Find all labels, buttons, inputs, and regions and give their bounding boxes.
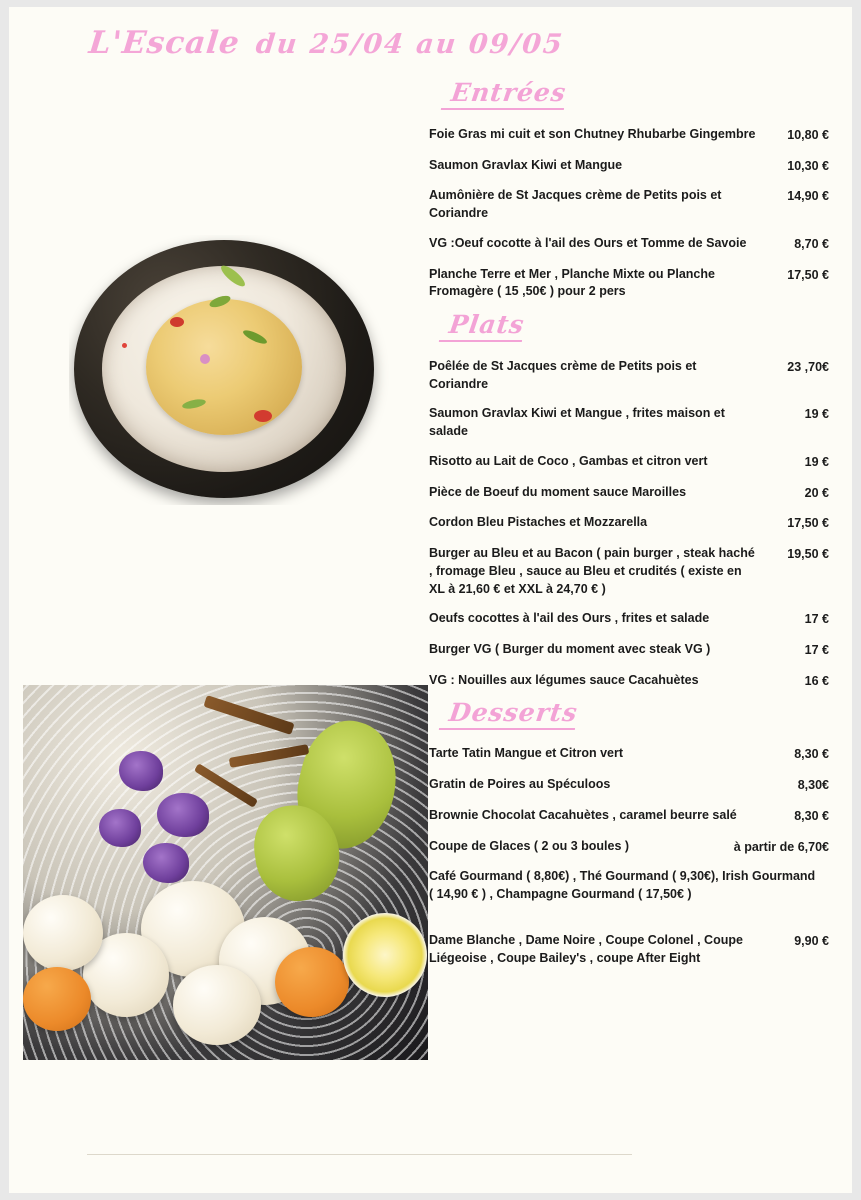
item-price: 19 € — [804, 454, 829, 469]
item-price: 8,30 € — [794, 747, 829, 762]
menu-item — [429, 635, 829, 666]
item-name: Burger au Bleu et au Bacon ( pain burger , steak haché , fromage Bleu , sauce au Bleu et crudités ( existe en XL à 21,60 € et XXL à 24,70 € ) — [429, 546, 755, 596]
section-title-plats: Plats — [439, 311, 526, 342]
menu-item — [429, 352, 829, 400]
item-price: 17,50 € — [787, 516, 829, 531]
restaurant-name: L'Escale — [87, 25, 242, 61]
photo-scallops — [23, 685, 428, 1060]
menu-header — [89, 25, 609, 81]
item-price: 23 ,70€ — [787, 359, 829, 374]
item-price: à partir de 6,70€ — [733, 839, 829, 854]
item-name: Risotto au Lait de Coco , Gambas et citron vert — [429, 453, 708, 468]
shrimp — [275, 947, 349, 1017]
item-name: Aumônière de St Jacques crème de Petits pois et Coriandre — [429, 188, 722, 220]
menu-item — [429, 910, 829, 974]
item-name: Gratin de Poires au Spéculoos — [429, 777, 611, 791]
item-name: Burger VG ( Burger du moment avec steak VG ) — [429, 642, 711, 656]
micro-greens — [119, 751, 163, 791]
item-price: 8,30€ — [797, 778, 829, 792]
item-price: 19 € — [804, 407, 829, 422]
section-entrees — [429, 79, 829, 307]
scallop — [173, 965, 261, 1045]
item-price: 17,50 € — [787, 267, 829, 282]
item-price: 14,90 € — [787, 189, 829, 204]
item-price: 8,30 € — [794, 808, 829, 823]
item-name: VG :Oeuf cocotte à l'ail des Ours et Tomme de Savoie — [429, 235, 747, 250]
micro-greens — [157, 793, 209, 837]
desserts-list — [429, 739, 829, 973]
entrees-list — [429, 120, 829, 307]
item-name: Dame Blanche , Dame Noire , Coupe Colonel , Coupe Liégeoise , Coupe Bailey's , coupe After Eight — [429, 932, 743, 965]
menu-item — [429, 770, 829, 801]
item-name: Cordon Bleu Pistaches et Mozzarella — [429, 515, 648, 530]
footer-divider — [87, 1154, 632, 1155]
photo-bowl — [69, 235, 394, 505]
menu-item — [429, 399, 829, 447]
menu-item — [429, 862, 829, 910]
scallop — [23, 895, 103, 971]
item-name: Saumon Gravlax Kiwi et Mangue , frites maison et salade — [429, 406, 725, 438]
bowl-outer-shape — [74, 240, 374, 498]
item-name: Tarte Tatin Mangue et Citron vert — [429, 746, 624, 761]
item-name: Foie Gras mi cuit et son Chutney Rhubarbe Gingembre — [429, 126, 756, 141]
menu-item — [429, 832, 829, 863]
section-title-desserts: Desserts — [439, 699, 580, 730]
item-name: Saumon Gravlax Kiwi et Mangue — [429, 157, 623, 172]
menu-content — [429, 79, 829, 973]
menu-item — [429, 447, 829, 478]
item-price: 17 € — [804, 612, 829, 627]
item-price: 9,90 € — [794, 933, 829, 948]
menu-item — [429, 801, 829, 832]
shrimp — [23, 967, 91, 1031]
lemon-slice — [343, 913, 427, 997]
menu-item — [429, 151, 829, 182]
section-plats — [429, 311, 829, 697]
micro-greens — [99, 809, 141, 847]
menu-item — [429, 478, 829, 509]
item-price: 8,70 € — [794, 236, 829, 251]
item-name: Poêlée de St Jacques crème de Petits pois et Coriandre — [429, 358, 697, 391]
menu-item — [429, 666, 829, 697]
menu-item — [429, 508, 829, 539]
item-price: 19,50 € — [787, 547, 829, 561]
section-desserts — [429, 699, 829, 974]
menu-item — [429, 181, 829, 229]
garnish-flower — [200, 354, 210, 364]
item-name: Brownie Chocolat Cacahuètes , caramel beurre salé — [429, 807, 737, 822]
menu-item — [429, 539, 829, 604]
item-name: Coupe de Glaces ( 2 ou 3 boules ) — [429, 838, 630, 853]
menu-item — [429, 739, 829, 770]
menu-item — [429, 260, 829, 308]
menu-item — [429, 229, 829, 260]
item-name: Pièce de Boeuf du moment sauce Maroilles — [429, 484, 687, 499]
menu-item — [429, 604, 829, 635]
item-name: VG : Nouilles aux légumes sauce Cacahuètes — [429, 672, 699, 687]
section-title-entrees: Entrées — [441, 79, 568, 110]
menu-date-range: du 25/04 au 09/05 — [254, 29, 566, 60]
item-price: 16 € — [804, 673, 829, 688]
item-price: 10,30 € — [787, 158, 829, 173]
plats-list — [429, 352, 829, 697]
item-price: 17 € — [804, 643, 829, 657]
item-price: 20 € — [804, 485, 829, 500]
micro-greens — [143, 843, 189, 883]
item-name: Café Gourmand ( 8,80€) , Thé Gourmand ( 9,30€), Irish Gourmand ( 14,90 € ) , Champagne Gourmand ( 17,50€ ) — [429, 869, 816, 901]
item-name: Oeufs cocottes à l'ail des Ours , frites et salade — [429, 611, 710, 626]
menu-canvas — [9, 7, 852, 1193]
item-price: 10,80 € — [787, 127, 829, 142]
menu-item — [429, 120, 829, 151]
item-name: Planche Terre et Mer , Planche Mixte ou Planche Fromagère ( 15 ,50€ ) pour 2 pers — [429, 266, 715, 299]
